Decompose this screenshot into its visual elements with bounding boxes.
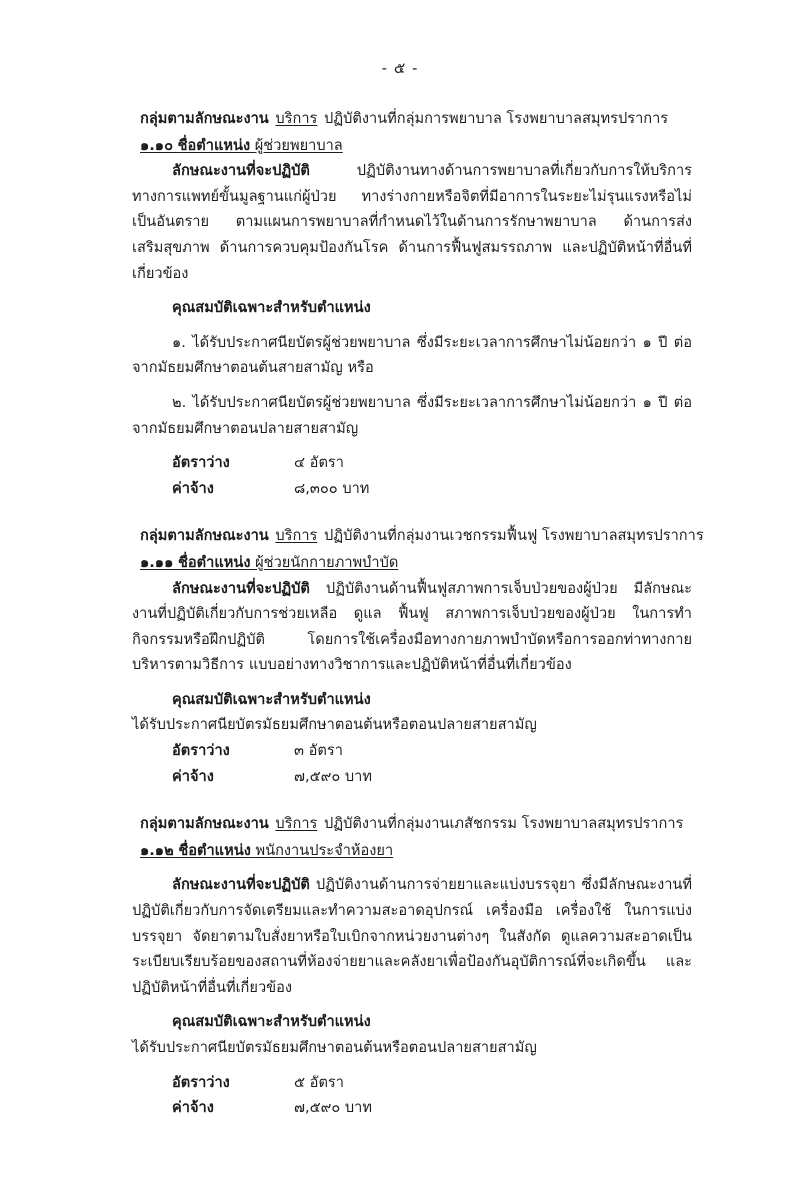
position-number: ๑.๑๒	[140, 841, 174, 859]
group-header-label: กลุ่มตามลักษณะงาน	[140, 527, 269, 545]
position-label: ชื่อตำแหน่ง	[178, 841, 251, 859]
wage-label: ค่าจ้าง	[172, 479, 214, 497]
group-header-1-11	[140, 523, 704, 549]
wage-value: ๘,๓๐๐ บาท	[294, 479, 370, 497]
duties-lead: ลักษณะงานที่จะปฏิบัติ	[172, 579, 310, 597]
vacancy-row-1-11	[172, 738, 692, 764]
duties-text: ปฏิบัติงานทางด้านการพยาบาลที่เกี่ยวกับการให้บริการทางการแพทย์ขั้นมูลฐานแก่ผู้ป่วย ทางร่างกายหรือจิตที่มีอาการในระยะไม่รุนแรงหรือไม่เป็นอันตราย ตามแผนการพยาบาลที่กำหนดไว้ในด้านการรักษาพยาบาล ด้านการส่งเสริมสุขภาพ ด้านการควบคุมป้องกันโรค ด้านการฟื้นฟูสมรรถภาพ และปฏิบัติหน้าที่อื่นที่เกี่ยวข้อง	[132, 162, 692, 282]
qualification-item-1-12-1: ได้รับประกาศนียบัตรมัธยมศึกษาตอนต้นหรือตอนปลายสายสามัญ	[132, 1039, 537, 1056]
group-header-value: บริการ	[275, 815, 318, 833]
duties-lead: ลักษณะงานที่จะปฏิบัติ	[172, 876, 310, 894]
vacancy-label: อัตราว่าง	[172, 742, 230, 760]
page-number: - ๕ -	[381, 59, 419, 77]
vacancy-row-1-10	[172, 450, 692, 476]
position-line-wrap-1-10	[132, 132, 692, 159]
wage-label: ค่าจ้าง	[172, 767, 214, 785]
group-header-1-10	[140, 106, 692, 132]
duties-paragraph-1-11	[132, 576, 692, 678]
section-spacer	[132, 501, 692, 523]
wage-row-1-12	[172, 1095, 692, 1121]
duties-text: ปฏิบัติงานด้านการจ่ายยาและแบ่งบรรจุยา ซึ่งมีลักษณะงานที่ปฏิบัติเกี่ยวกับการจัดเตรียมและทำความสะอาดอุปกรณ์ เครื่องมือ เครื่องใช้ ในการแบ่งบรรจุยา จัดยาตามใบสั่งยาหรือใบเบิกจากหน่วยงานต่างๆ ในสังกัด ดูแลความสะอาดเป็นระเบียบเรียบร้อยของสถานที่ห้องจ่ายยาและคลังยาเพื่อป้องกันอุบัติการณ์ที่จะเกิดขึ้น และปฏิบัติหน้าที่อื่นที่เกี่ยวข้อง	[132, 876, 692, 996]
qualification-item-1-10-1: ๑. ได้รับประกาศนียบัตรผู้ช่วยพยาบาล ซึ่งมีระยะเวลาการศึกษาไม่น้อยกว่า ๑ ปี ต่อจากมัธยมศึกษาตอนต้นสายสามัญ หรือ	[132, 333, 692, 377]
wage-value: ๗,๕๙๐ บาท	[294, 767, 372, 785]
group-header-rest: ปฏิบัติงานที่กลุ่มงานเภสัชกรรม โรงพยาบาลสมุทรปราการ	[324, 815, 684, 833]
group-header-value: บริการ	[275, 110, 318, 127]
vacancy-row-1-12	[172, 1070, 692, 1096]
spacer	[132, 286, 692, 295]
qualification-item-1-11-1: ได้รับประกาศนียบัตรมัธยมศึกษาตอนต้นหรือตอนปลายสายสามัญ	[132, 716, 537, 734]
position-title: ผู้ช่วยพยาบาล	[254, 136, 343, 154]
group-header-1-12	[140, 811, 692, 837]
duties-paragraph-1-12	[132, 872, 692, 1000]
wage-row-1-10	[172, 476, 692, 502]
vacancy-label: อัตราว่าง	[172, 1073, 230, 1091]
job-section-1-11	[132, 523, 704, 789]
qualifications-heading-1-12: คุณสมบัติเฉพาะสำหรับตำแหน่ง	[172, 1013, 371, 1031]
position-heading-1-12	[140, 838, 393, 864]
group-header-rest: ปฏิบัติงานที่กลุ่มงานเวชกรรมฟื้นฟู โรงพยาบาลสมุทรปราการ	[324, 527, 704, 545]
spacer	[132, 321, 692, 330]
position-line-wrap-1-12	[132, 837, 692, 864]
group-header-rest: ปฏิบัติงานที่กลุ่มการพยาบาล โรงพยาบาลสมุทรปราการ	[324, 110, 669, 127]
spacer	[132, 678, 692, 687]
spacer	[132, 1061, 692, 1070]
group-header-label: กลุ่มตามลักษณะงาน	[140, 110, 269, 127]
duties-paragraph-1-10	[132, 158, 692, 286]
job-section-1-12	[132, 811, 692, 1121]
position-title: พนักงานประจำห้องยา	[255, 841, 394, 859]
document-content	[132, 106, 704, 1121]
position-number: ๑.๑๑	[140, 553, 174, 571]
position-label: ชื่อตำแหน่ง	[177, 136, 251, 154]
spacer	[132, 863, 692, 872]
vacancy-value: ๕ อัตรา	[294, 1073, 344, 1091]
duties-lead: ลักษณะงานที่จะปฏิบัติ	[172, 162, 310, 180]
document-page	[0, 56, 800, 1188]
spacer	[132, 441, 692, 450]
wage-row-1-11	[172, 764, 692, 790]
position-number: ๑.๑๐	[140, 136, 173, 154]
position-heading-1-11	[140, 550, 398, 576]
qualifications-heading-1-10: คุณสมบัติเฉพาะสำหรับตำแหน่ง	[172, 299, 371, 317]
vacancy-label: อัตราว่าง	[172, 454, 230, 472]
duties-text: ปฏิบัติงานด้านฟื้นฟูสภาพการเจ็บป่วยของผู้ป่วย มีลักษณะงานที่ปฏิบัติเกี่ยวกับการช่วยเหลือ ดูแล ฟื้นฟู สภาพการเจ็บป่วยของผู้ป่วย ในการทำกิจกรรมหรือฝึกปฏิบัติ โดยการใช้เครื่องมือทางกายภาพบำบัดหรือการออกท่าทางกายบริหารตามวิธีการ แบบอย่างทางวิชาการและปฏิบัติหน้าที่อื่นที่เกี่ยวข้อง	[132, 579, 692, 674]
position-title: ผู้ช่วยนักกายภาพบำบัด	[255, 553, 399, 571]
wage-value: ๗,๕๙๐ บาท	[294, 1099, 372, 1117]
position-label: ชื่อตำแหน่ง	[177, 553, 251, 571]
position-line-wrap-1-11	[132, 549, 692, 576]
spacer	[132, 1000, 692, 1009]
vacancy-value: ๔ อัตรา	[294, 454, 344, 472]
section-spacer	[132, 789, 692, 811]
qualification-item-1-10-2: ๒. ได้รับประกาศนียบัตรผู้ช่วยพยาบาล ซึ่งมีระยะเวลาการศึกษาไม่น้อยกว่า ๑ ปี ต่อจากมัธยมศึกษาตอนปลายสายสามัญ	[132, 393, 692, 437]
qualifications-heading-1-11: คุณสมบัติเฉพาะสำหรับตำแหน่ง	[172, 690, 371, 708]
job-section-1-10	[132, 106, 692, 501]
group-header-label: กลุ่มตามลักษณะงาน	[140, 815, 269, 833]
spacer	[132, 381, 692, 390]
position-heading-1-10	[140, 133, 343, 159]
group-header-value: บริการ	[275, 527, 318, 545]
wage-label: ค่าจ้าง	[172, 1099, 214, 1117]
vacancy-value: ๓ อัตรา	[294, 742, 343, 760]
